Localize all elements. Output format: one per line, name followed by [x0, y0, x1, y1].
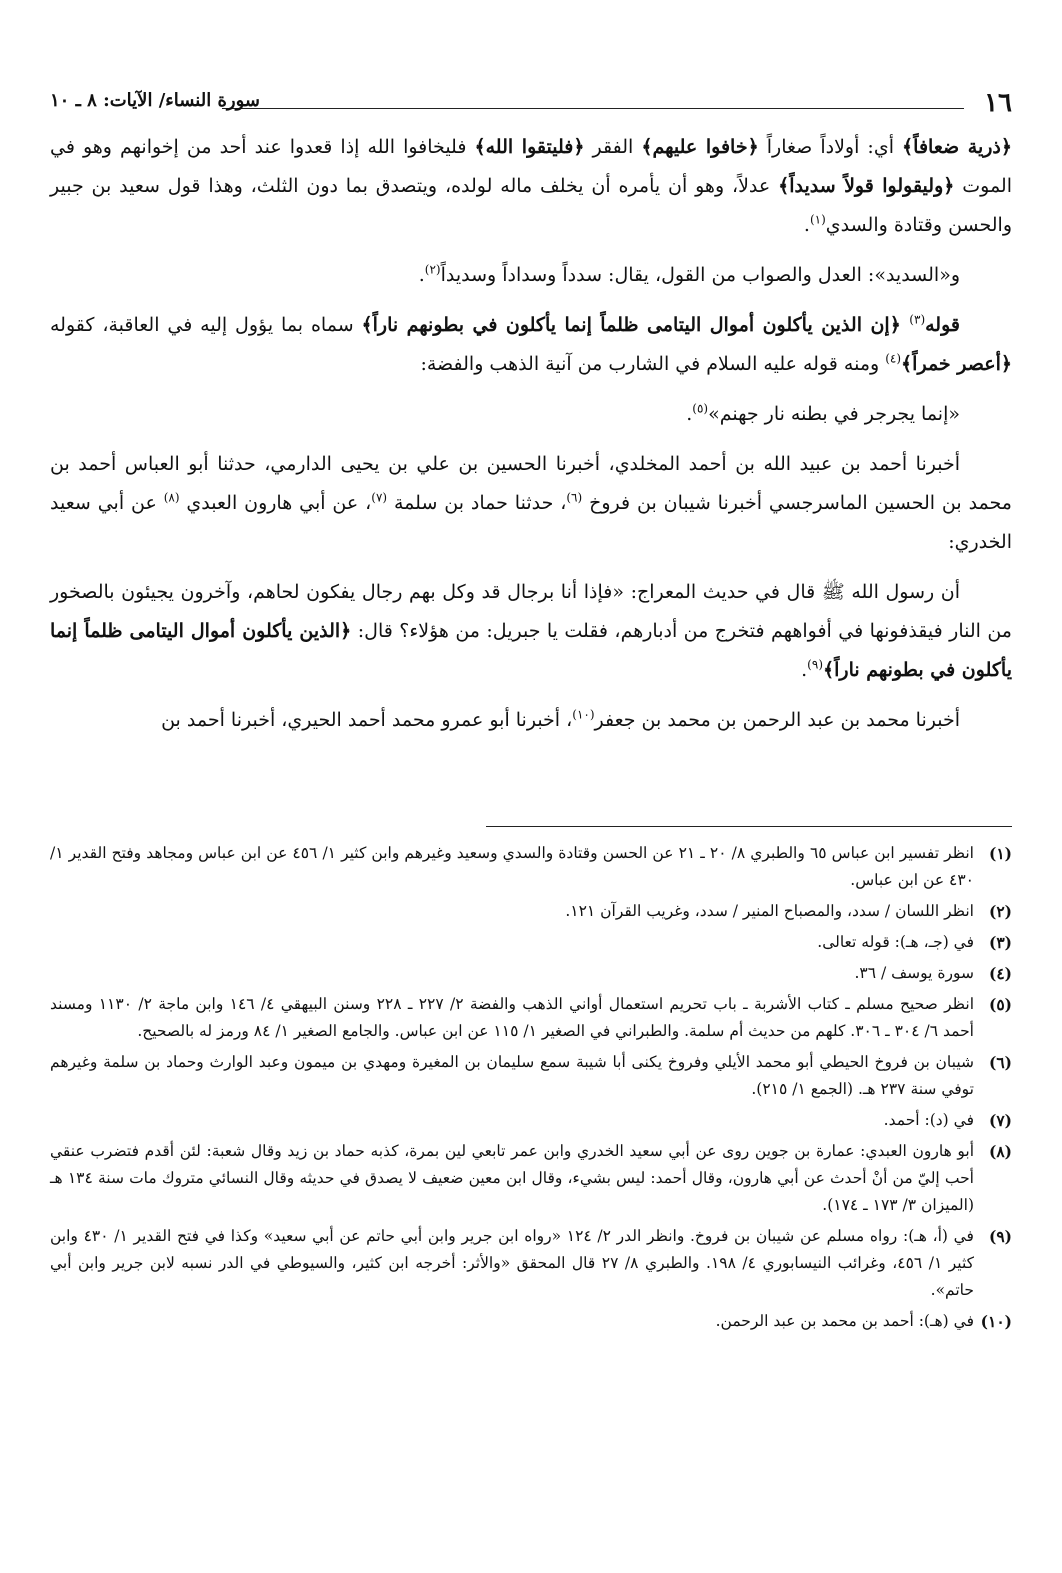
text-run: أن رسول الله ﷺ قال في حديث المعراج: «فإذا أنا برجال قد وكل بهم رجال يفكون لحاهم، وآخرون يجيئون بالصخور من النار فيقذفونها في أفواههم فتخرج من أدبارهم، فقلت يا جبريل: من هؤلاء؟ قال:: [50, 581, 1012, 642]
text-run: ، عن أبي هارون العبدي: [179, 492, 372, 514]
paragraph-1: [50, 128, 1012, 245]
text-run: ومنه قوله عليه السلام في الشارب من آنية الذهب والفضة:: [420, 353, 886, 375]
text-run: «إنما يجرجر في بطنه نار جهنم»: [708, 403, 960, 425]
footnote-text: شيبان بن فروخ الحيطي أبو محمد الأيلي وفروخ يكنى أبا شيبة سمع سليمان بن المغيرة ومهدي بن ميمون وعبد الوارث وحماد بن سلمة وغيرهم توفي سنة ٢٣٧ هـ. (الجمع ١/ ٢١٥).: [50, 1053, 974, 1098]
text-run: .: [686, 403, 693, 425]
text-run: ، حدثنا حماد بن سلمة: [387, 492, 567, 514]
footnote-ref: (٣): [909, 312, 926, 327]
footnote-number: (٢): [988, 902, 1012, 921]
text-run: عن أبي سعيد الخدري:: [50, 492, 1012, 553]
footnote-item: [50, 1049, 1012, 1103]
text-run: الفقر: [584, 136, 642, 158]
footnote-ref: (٩): [807, 657, 823, 672]
text-run: أخبرنا أحمد بن عبيد الله بن أحمد المخلدي، أخبرنا الحسين بن علي بن يحيى الدارمي، حدثنا أبو العباس أحمد بن محمد بن الحسين الماسرجسي أخبرنا شيبان بن فروخ: [50, 453, 1012, 514]
text-run: .: [801, 659, 808, 681]
footnote-number: (٨): [988, 1142, 1012, 1161]
footnote-item: [50, 1308, 1012, 1335]
footnote-text: في (هـ): أحمد بن محمد بن عبد الرحمن.: [715, 1312, 974, 1330]
footnote-item: [50, 960, 1012, 987]
footnote-text: سورة يوسف / ٣٦.: [854, 964, 974, 982]
text-run: عدلاً، وهو أن يأمره أن يخلف ماله لولده، ويتصدق بما دون الثلث، وهذا قول سعيد بن جبير والحسن وقتادة والسدي: [50, 175, 1012, 236]
footnote-number: (٩): [988, 1227, 1012, 1246]
footnote-text: في (جـ، هـ): قوله تعالى.: [817, 933, 974, 951]
text-run: أي: أولاداً صغاراً: [758, 136, 903, 158]
quran-quote: ﴿وليقولوا قولاً سديداً﴾: [778, 175, 955, 197]
page-number: ١٦: [984, 88, 1012, 118]
paragraph-4: [50, 395, 1012, 434]
footnote-ref: (٦): [566, 490, 583, 505]
paragraph-2: [50, 256, 1012, 295]
footnote-text: انظر تفسير ابن عباس ٦٥ والطبري ٨/ ٢٠ ـ ٢١ عن الحسن وقتادة والسدي وسعيد وغيرهم وابن كثير ١/ ٤٥٦ عن ابن عباس ومجاهد وفتح القدير ١/ ٤٣٠ عن ابن عباس.: [50, 844, 974, 889]
footnote-ref: (٢): [424, 262, 441, 277]
footnote-ref: (٥): [692, 401, 709, 416]
footnote-item: [50, 929, 1012, 956]
footnote-item: [50, 1223, 1012, 1304]
text-run: أخبرنا محمد بن عبد الرحمن بن محمد بن جعفر: [594, 709, 960, 731]
footnote-ref: (٧): [371, 490, 388, 505]
footnote-number: (٦): [988, 1053, 1012, 1072]
footnote-item: [50, 991, 1012, 1045]
footnote-number: (١): [988, 844, 1012, 863]
footnote-text: انظر اللسان / سدد، والمصباح المنير / سدد، وغريب القرآن ١٢١.: [565, 902, 974, 920]
footnotes: [50, 840, 1012, 1339]
paragraph-6: [50, 573, 1012, 690]
quran-quote: ﴿فليتقوا الله﴾: [474, 136, 585, 158]
footnote-text: في (د): أحمد.: [883, 1111, 974, 1129]
footnote-item: [50, 1138, 1012, 1219]
paragraph-7: [50, 701, 1012, 740]
footnote-ref: (٨): [163, 490, 180, 505]
header-rule: [222, 108, 964, 109]
footnote-ref: (١): [809, 212, 826, 227]
paragraph-5: [50, 445, 1012, 562]
text-run: ، أخبرنا أبو عمرو محمد أحمد الحيري، أخبرنا أحمد بن: [161, 709, 573, 731]
text-run: قوله: [925, 314, 960, 336]
quran-quote: ﴿خافوا عليهم﴾: [641, 136, 759, 158]
footnote-item: [50, 840, 1012, 894]
footnote-number: (١٠): [980, 1312, 1012, 1331]
main-text: [50, 128, 1012, 751]
footnote-item: [50, 1107, 1012, 1134]
paragraph-3: [50, 306, 1012, 384]
text-run: سماه بما يؤول إليه في العاقبة، كقوله: [50, 314, 362, 336]
quran-quote: ﴿ذرية ضعافاً﴾: [902, 136, 1013, 158]
text-run: فليخافوا الله إذا قعدوا عند أحد من إخوانهم وهو في الموت: [50, 136, 1012, 197]
footnote-item: [50, 898, 1012, 925]
quran-quote: ﴿أعصر خمراً﴾: [901, 353, 1012, 375]
page: [50, 0, 1012, 1573]
footnote-separator: [486, 826, 1012, 827]
footnote-ref: (٤): [885, 351, 902, 366]
footnote-number: (٧): [988, 1111, 1012, 1130]
footnote-number: (٥): [988, 995, 1012, 1014]
quran-quote: ﴿الذين يأكلون أموال اليتامى ظلماً إنما يأكلون في بطونهم ناراً﴾: [50, 620, 1012, 681]
quran-quote: ﴿إن الذين يأكلون أموال اليتامى ظلماً إنما يأكلون في بطونهم ناراً﴾: [361, 314, 910, 336]
footnote-number: (٣): [988, 933, 1012, 952]
footnote-text: أبو هارون العبدي: عمارة بن جوين روى عن أبي سعيد الخدري وابن عمر تابعي لين بمرة، كذبه حماد بن زيد وقال شعبة: لئن أقدم فتضرب عنقي أحب إليّ من أنْ أحدث عن أبي هارون، وقال أحمد: ليس بشيء، وقال ابن معين ضعيف لا يصدق في حديثه وقال النسائي متروك مات سنة ١٣٤ هـ (الميزان ٣/ ١٧٣ ـ ١٧٤).: [50, 1142, 974, 1214]
footnote-number: (٤): [988, 964, 1012, 983]
footnote-text: في (أ، هـ): رواه مسلم عن شيبان بن فروخ. وانظر الدر ٢/ ١٢٤ «رواه ابن جرير وابن أبي حاتم عن أبي سعيد» وكذا في فتح القدير ١/ ٤٣٠ وابن كثير ١/ ٤٥٦، وغرائب النيسابوري ٤/ ١٩٨. والطبري ٨/ ٢٧ قال المحقق «والأثر: أخرجه ابن كثير، والسيوطي في الدر نسبه لابن جرير وابن أبي حاتم».: [50, 1227, 975, 1299]
text-run: .: [418, 264, 425, 286]
footnote-ref: (١٠): [572, 707, 595, 722]
text-run: .: [803, 214, 810, 236]
running-title: سورة النساء/ الآيات: ٨ ـ ١٠: [50, 90, 260, 111]
page-header: [50, 88, 1012, 118]
text-run: و«السديد»: العدل والصواب من القول، يقال: سدداً وسداداً وسديداً: [440, 264, 960, 286]
footnote-text: انظر صحيح مسلم ـ كتاب الأشربة ـ باب تحريم استعمال أواني الذهب والفضة ٢/ ٢٢٧ ـ ٢٢٨ وسنن البيهقي ٤/ ١٤٦ وابن ماجة ٢/ ١١٣٠ ومسند أحمد ٦/ ٣٠٤ ـ ٣٠٦. كلهم من حديث أم سلمة. والطبراني في الصغير ١/ ١١٥ عن ابن عباس. والجامع الصغير ١/ ٨٤ ورمز له بالصحيح.: [50, 995, 975, 1040]
